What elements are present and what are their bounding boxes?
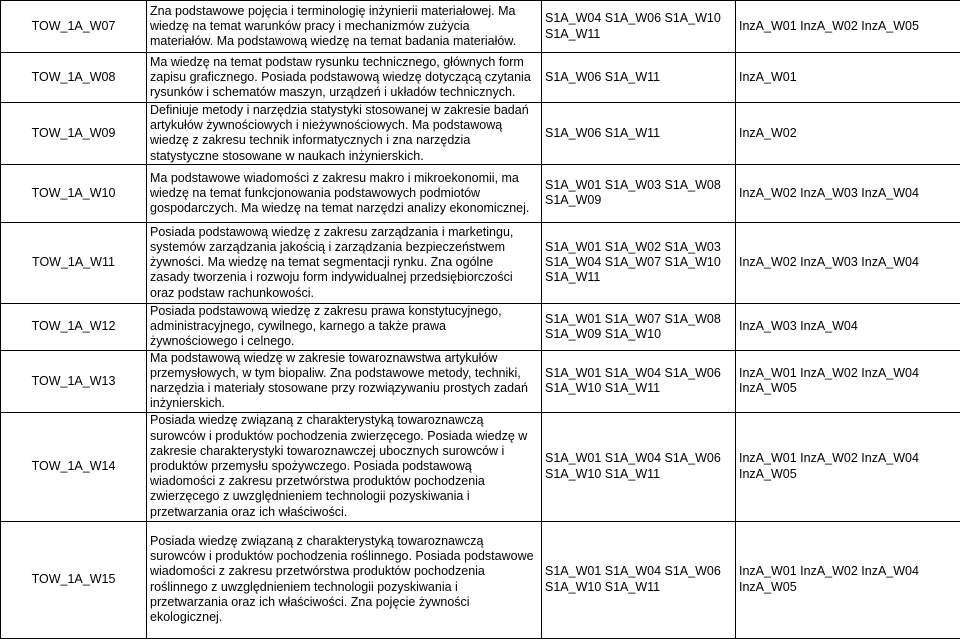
cell-text-line: S1A_W01 S1A_W04 S1A_W06	[545, 564, 732, 579]
table-row	[1, 103, 960, 165]
outcome-code-cell: TOW_1A_W07	[1, 1, 147, 53]
cell-text-line: systemów zarządzania jakością i zarządzania bezpieczeństwem	[150, 240, 538, 255]
engineering-effects-inza-cell	[736, 53, 960, 103]
engineering-effects-inza-cell	[736, 303, 960, 350]
cell-text-line: przetwarzania oraz ich właściwości.	[150, 505, 538, 520]
cell-text-line: Posiada wiedzę związaną z charakterystyką towaroznawczą	[150, 413, 538, 428]
cell-text-line: oraz podstaw rachunkowości.	[150, 286, 538, 301]
outcome-code-cell: TOW_1A_W11	[1, 222, 147, 303]
outcome-description-cell	[147, 53, 542, 103]
cell-text-line: inżynierskich.	[150, 396, 538, 411]
cell-text-line: Posiada podstawową wiedzę z zakresu prawa konstytucyjnego,	[150, 304, 538, 319]
cell-text-line: InzA_W02	[739, 126, 957, 141]
cell-text-line: wiadomości z zakresu przetwórstwa produktów pochodzenia	[150, 564, 538, 579]
cell-text-line: S1A_W01 S1A_W04 S1A_W06	[545, 451, 732, 466]
cell-text-line: wiedzę na temat warunków pracy i mechanizmów zużycia	[150, 19, 538, 34]
cell-text-line: InzA_W05	[739, 381, 957, 396]
cell-text-line: zwierzęcego z uwzględnieniem technologii pozyskiwania i	[150, 489, 538, 504]
area-effects-s1a-cell	[542, 222, 736, 303]
cell-text-line: Definiuje metody i narzędzia statystyki stosowanej w zakresie badań	[150, 103, 538, 118]
cell-text-line: S1A_W01 S1A_W04 S1A_W06	[545, 366, 732, 381]
cell-text-line: gospodarczych. Ma wiedzę na temat narzędzi analizy ekonomicznej.	[150, 201, 538, 216]
cell-text-line: S1A_W11	[545, 27, 732, 42]
cell-text-line: artykułów żywnościowych i nieżywnościowych. Ma podstawową	[150, 118, 538, 133]
cell-text-line: InzA_W01 InzA_W02 InzA_W04	[739, 366, 957, 381]
outcome-description-cell	[147, 222, 542, 303]
table-row	[1, 164, 960, 222]
cell-text-line: InzA_W02 InzA_W03 InzA_W04	[739, 255, 957, 270]
outcome-code-cell: TOW_1A_W09	[1, 103, 147, 165]
cell-text-line: Ma podstawową wiedzę w zakresie towaroznawstwa artykułów	[150, 351, 538, 366]
cell-text-line: zasady tworzenia i rozwoju form indywidualnej przedsiębiorczości	[150, 270, 538, 285]
outcome-description-cell	[147, 103, 542, 165]
cell-text-line: Ma podstawowe wiadomości z zakresu makro i mikroekonomii, ma	[150, 171, 538, 186]
table-row	[1, 521, 960, 638]
cell-text-line: S1A_W09 S1A_W10	[545, 327, 732, 342]
cell-text-line: administracyjnego, cywilnego, karnego a także prawa	[150, 319, 538, 334]
cell-text-line: narzędzia i materiały stosowane przy rozwiązywaniu prostych zadań	[150, 381, 538, 396]
cell-text-line: żywnościowego i celnego.	[150, 334, 538, 349]
outcome-description-cell	[147, 521, 542, 638]
cell-text-line: zakresie charakterystyki towaroznawczej ubocznych surowców i	[150, 444, 538, 459]
outcome-code-cell: TOW_1A_W14	[1, 412, 147, 521]
cell-text-line: S1A_W01 S1A_W02 S1A_W03	[545, 240, 732, 255]
cell-text-line: Ma wiedzę na temat podstaw rysunku technicznego, głównych form	[150, 55, 538, 70]
cell-text-line: Zna podstawowe pojęcia i terminologię inżynierii materiałowej. Ma	[150, 4, 538, 19]
cell-text-line: wiedzę na temat funkcjonowania podstawowych podmiotów	[150, 186, 538, 201]
cell-text-line: Posiada wiedzę związaną z charakterystyką towaroznawczą	[150, 534, 538, 549]
outcome-code-cell: TOW_1A_W13	[1, 350, 147, 412]
cell-text-line: surowców i produktów pochodzenia roślinnego. Posiada podstawowe	[150, 549, 538, 564]
cell-text-line: S1A_W06 S1A_W11	[545, 126, 732, 141]
area-effects-s1a-cell	[542, 53, 736, 103]
outcome-code-cell: TOW_1A_W08	[1, 53, 147, 103]
cell-text-line: produktów przemysłu spożywczego. Posiada podstawową	[150, 459, 538, 474]
outcome-description-cell	[147, 350, 542, 412]
cell-text-line: statystyczne stosowane w naukach inżynierskich.	[150, 149, 538, 164]
area-effects-s1a-cell	[542, 412, 736, 521]
cell-text-line: InzA_W02 InzA_W03 InzA_W04	[739, 186, 957, 201]
cell-text-line: roślinnego z uwzględnieniem technologii pozyskiwania i	[150, 580, 538, 595]
cell-text-line: InzA_W03 InzA_W04	[739, 319, 957, 334]
cell-text-line: InzA_W01	[739, 70, 957, 85]
cell-text-line: S1A_W10 S1A_W11	[545, 381, 732, 396]
area-effects-s1a-cell	[542, 164, 736, 222]
cell-text-line: przetwarzania oraz ich właściwości. Zna pojęcie żywności	[150, 595, 538, 610]
outcomes-table-body	[1, 1, 960, 639]
cell-text-line: S1A_W06 S1A_W11	[545, 70, 732, 85]
cell-text-line: rysunków i schematów maszyn, urządzeń i układów technicznych.	[150, 85, 538, 100]
table-row	[1, 303, 960, 350]
cell-text-line: S1A_W01 S1A_W07 S1A_W08	[545, 312, 732, 327]
engineering-effects-inza-cell	[736, 103, 960, 165]
area-effects-s1a-cell	[542, 350, 736, 412]
outcome-description-cell	[147, 164, 542, 222]
cell-text-line: surowców i produktów pochodzenia zwierzęcego. Posiada wiedzę w	[150, 429, 538, 444]
area-effects-s1a-cell	[542, 103, 736, 165]
table-row	[1, 412, 960, 521]
table-row	[1, 53, 960, 103]
engineering-effects-inza-cell	[736, 164, 960, 222]
engineering-effects-inza-cell	[736, 350, 960, 412]
cell-text-line: materiałów. Ma podstawową wiedzę na temat badania materiałów.	[150, 34, 538, 49]
outcome-description-cell	[147, 1, 542, 53]
cell-text-line: wiadomości z zakresu przetwórstwa produktów pochodzenia	[150, 474, 538, 489]
cell-text-line: InzA_W01 InzA_W02 InzA_W04	[739, 564, 957, 579]
area-effects-s1a-cell	[542, 303, 736, 350]
cell-text-line: S1A_W04 S1A_W06 S1A_W10	[545, 11, 732, 26]
cell-text-line: InzA_W05	[739, 580, 957, 595]
table-row	[1, 1, 960, 53]
engineering-effects-inza-cell	[736, 222, 960, 303]
cell-text-line: InzA_W05	[739, 467, 957, 482]
outcome-code-cell: TOW_1A_W10	[1, 164, 147, 222]
engineering-effects-inza-cell	[736, 1, 960, 53]
outcome-code-cell: TOW_1A_W15	[1, 521, 147, 638]
cell-text-line: Posiada podstawową wiedzę z zakresu zarządzania i marketingu,	[150, 225, 538, 240]
outcome-code-cell: TOW_1A_W12	[1, 303, 147, 350]
cell-text-line: S1A_W01 S1A_W03 S1A_W08	[545, 178, 732, 193]
cell-text-line: przemysłowych, w tym biopaliw. Zna podstawowe metody, techniki,	[150, 366, 538, 381]
cell-text-line: żywności. Ma wiedzę na temat segmentacji rynku. Zna ogólne	[150, 255, 538, 270]
cell-text-line: S1A_W09	[545, 193, 732, 208]
cell-text-line: S1A_W04 S1A_W07 S1A_W10	[545, 255, 732, 270]
cell-text-line: zapisu graficznego. Posiada podstawową wiedzę dotyczącą czytania	[150, 70, 538, 85]
outcome-description-cell	[147, 303, 542, 350]
cell-text-line: InzA_W01 InzA_W02 InzA_W04	[739, 451, 957, 466]
cell-text-line: S1A_W11	[545, 270, 732, 285]
cell-text-line: InzA_W01 InzA_W02 InzA_W05	[739, 19, 957, 34]
cell-text-line: ekologicznej.	[150, 610, 538, 625]
outcome-description-cell	[147, 412, 542, 521]
cell-text-line: wiedzę z zakresu technik informatycznych i zna narzędzia	[150, 133, 538, 148]
table-row	[1, 222, 960, 303]
area-effects-s1a-cell	[542, 521, 736, 638]
engineering-effects-inza-cell	[736, 521, 960, 638]
area-effects-s1a-cell	[542, 1, 736, 53]
cell-text-line: S1A_W10 S1A_W11	[545, 580, 732, 595]
table-row	[1, 350, 960, 412]
cell-text-line: S1A_W10 S1A_W11	[545, 467, 732, 482]
engineering-effects-inza-cell	[736, 412, 960, 521]
